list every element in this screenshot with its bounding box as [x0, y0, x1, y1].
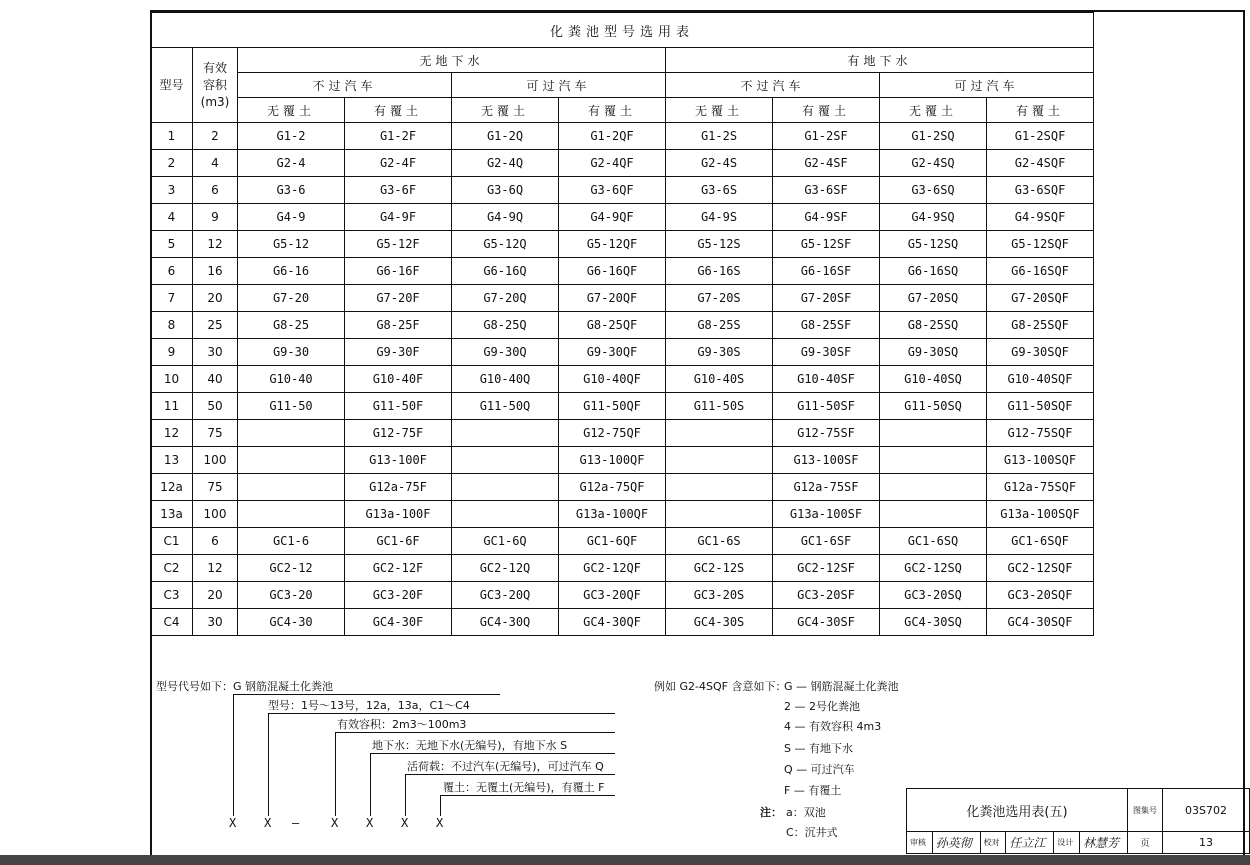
cell-model-code: G8-25SQ — [880, 312, 987, 339]
cell-model-code: G7-20F — [345, 285, 452, 312]
cell-model-code: G9-30 — [238, 339, 345, 366]
legend-soil: 覆土：无覆土(无编号)，有覆土 F — [443, 781, 605, 794]
legend-line — [233, 694, 500, 695]
x-mark: X — [401, 816, 409, 830]
cell-model-code: G9-30S — [666, 339, 773, 366]
cell-volume: 20 — [193, 285, 238, 312]
cell-model-code: G6-16 — [238, 258, 345, 285]
cell-model-code: GC1-6QF — [559, 528, 666, 555]
cell-model-code: G9-30SQF — [987, 339, 1094, 366]
cell-model-code: G5-12Q — [452, 231, 559, 258]
cell-volume: 40 — [193, 366, 238, 393]
cell-volume: 75 — [193, 474, 238, 501]
cell-model-code: G8-25SQF — [987, 312, 1094, 339]
note-item: C：沉井式 — [786, 826, 838, 839]
table-row — [151, 555, 1094, 582]
legend-line — [440, 795, 441, 816]
no-vehicle-header: 不过汽车 — [666, 73, 880, 98]
soil-header: 有覆土 — [559, 98, 666, 123]
cell-model-code: G8-25S — [666, 312, 773, 339]
cell-volume: 20 — [193, 582, 238, 609]
cell-model-code: G2-4Q — [452, 150, 559, 177]
cell-model-code: G12-75SF — [773, 420, 880, 447]
cell-model-code: G12-75QF — [559, 420, 666, 447]
selection-table — [150, 12, 1094, 636]
cell-model-code: G12a-75F — [345, 474, 452, 501]
cell-model-code: G9-30SQ — [880, 339, 987, 366]
cell-model-code: G9-30Q — [452, 339, 559, 366]
legend-groundwater: 地下水：无地下水(无编号)，有地下水 S — [372, 739, 568, 752]
cell-volume: 30 — [193, 609, 238, 636]
soil-header: 有覆土 — [345, 98, 452, 123]
design-signature: 林慧芳 — [1079, 832, 1127, 854]
cell-model-code: G2-4SQ — [880, 150, 987, 177]
review-signature: 孙英彻 — [932, 832, 980, 854]
check-label: 校对 — [980, 832, 1006, 854]
cell-model-code: GC4-30SF — [773, 609, 880, 636]
cell-model-code: G1-2S — [666, 123, 773, 150]
cell-model-code: G13-100SQF — [987, 447, 1094, 474]
page-number: 13 — [1163, 832, 1250, 854]
cell-model-code: GC3-20S — [666, 582, 773, 609]
cell-model-code: G10-40SQF — [987, 366, 1094, 393]
atlas-label: 图集号 — [1128, 789, 1163, 832]
cell-model-code: G4-9QF — [559, 204, 666, 231]
table-title: 化粪池型号选用表 — [151, 13, 1094, 48]
cell-model-code: G10-40SF — [773, 366, 880, 393]
cell-model-code: G13a-100QF — [559, 501, 666, 528]
cell-model-code — [452, 420, 559, 447]
cell-model-code: GC2-12Q — [452, 555, 559, 582]
cell-model-code — [452, 501, 559, 528]
cell-model-code: G13a-100SQF — [987, 501, 1094, 528]
cell-model-code: GC4-30SQF — [987, 609, 1094, 636]
x-dash: — — [292, 816, 300, 830]
drawing-title: 化粪池选用表(五) — [907, 789, 1128, 832]
x-mark: X — [331, 816, 339, 830]
cell-volume: 100 — [193, 447, 238, 474]
cell-model-code: GC3-20Q — [452, 582, 559, 609]
cell-model-code: G12-75F — [345, 420, 452, 447]
table-row — [151, 474, 1094, 501]
soil-header: 有覆土 — [987, 98, 1094, 123]
cell-volume: 100 — [193, 501, 238, 528]
col-volume-header — [193, 48, 238, 123]
cell-model-code: GC3-20F — [345, 582, 452, 609]
no-soil-header: 无覆土 — [666, 98, 773, 123]
cell-model-code: G12-75SQF — [987, 420, 1094, 447]
cell-model-code: G3-6SQ — [880, 177, 987, 204]
cell-type: 12a — [151, 474, 193, 501]
cell-model-code: G6-16QF — [559, 258, 666, 285]
legend-line — [370, 753, 615, 754]
cell-type: C2 — [151, 555, 193, 582]
x-mark: X — [229, 816, 237, 830]
cell-model-code: G1-2Q — [452, 123, 559, 150]
cell-volume: 16 — [193, 258, 238, 285]
cell-model-code: GC2-12SQ — [880, 555, 987, 582]
cell-model-code: G10-40QF — [559, 366, 666, 393]
cell-model-code: G5-12S — [666, 231, 773, 258]
example-item: 4 — 有效容积 4m3 — [784, 720, 882, 733]
table-row — [151, 204, 1094, 231]
cell-type: 7 — [151, 285, 193, 312]
cell-model-code: G10-40Q — [452, 366, 559, 393]
cell-volume: 12 — [193, 231, 238, 258]
cell-model-code: GC1-6SF — [773, 528, 880, 555]
cell-model-code: G12a-75SQF — [987, 474, 1094, 501]
cell-model-code: GC4-30Q — [452, 609, 559, 636]
review-label: 审核 — [907, 832, 933, 854]
cell-model-code — [666, 420, 773, 447]
cell-model-code: G11-50SQF — [987, 393, 1094, 420]
cell-model-code: G11-50SQ — [880, 393, 987, 420]
table-row — [151, 177, 1094, 204]
no-soil-header: 无覆土 — [238, 98, 345, 123]
legend-intro: 型号代号如下：G 钢筋混凝土化粪池 — [156, 680, 334, 693]
cell-model-code: GC3-20QF — [559, 582, 666, 609]
cell-model-code: G2-4SF — [773, 150, 880, 177]
cell-model-code: G9-30F — [345, 339, 452, 366]
example-intro: 例如 G2-4SQF 含意如下： — [654, 680, 787, 693]
cell-model-code: GC2-12S — [666, 555, 773, 582]
cell-model-code: GC3-20SQF — [987, 582, 1094, 609]
cell-model-code: G9-30QF — [559, 339, 666, 366]
cell-model-code: G5-12SF — [773, 231, 880, 258]
cell-volume: 6 — [193, 177, 238, 204]
cell-model-code: G5-12SQF — [987, 231, 1094, 258]
cell-model-code: G9-30SF — [773, 339, 880, 366]
cell-model-code: G10-40F — [345, 366, 452, 393]
cell-model-code: G13-100QF — [559, 447, 666, 474]
cell-model-code — [666, 501, 773, 528]
cell-model-code: GC2-12SQF — [987, 555, 1094, 582]
cell-model-code — [238, 474, 345, 501]
cell-model-code: G7-20SQF — [987, 285, 1094, 312]
atlas-number: 03S702 — [1163, 789, 1250, 832]
cell-model-code: G12a-75SF — [773, 474, 880, 501]
cell-type: 4 — [151, 204, 193, 231]
example-item: S — 有地下水 — [784, 742, 853, 755]
cell-model-code: GC2-12F — [345, 555, 452, 582]
cell-model-code: G3-6 — [238, 177, 345, 204]
cell-model-code — [880, 474, 987, 501]
vehicle-header: 可过汽车 — [880, 73, 1094, 98]
page-label: 页 — [1128, 832, 1163, 854]
cell-model-code: G3-6SQF — [987, 177, 1094, 204]
table-row — [151, 609, 1094, 636]
no-soil-header: 无覆土 — [880, 98, 987, 123]
cell-model-code: G13-100SF — [773, 447, 880, 474]
cell-model-code: G10-40SQ — [880, 366, 987, 393]
cell-model-code: G8-25Q — [452, 312, 559, 339]
cell-model-code: G2-4SQF — [987, 150, 1094, 177]
cell-type: 2 — [151, 150, 193, 177]
cell-model-code: GC2-12 — [238, 555, 345, 582]
x-mark: X — [436, 816, 444, 830]
cell-type: C3 — [151, 582, 193, 609]
cell-type: C1 — [151, 528, 193, 555]
legend-line — [370, 753, 371, 816]
example-item: Q — 可过汽车 — [784, 763, 855, 776]
cell-type: 5 — [151, 231, 193, 258]
cell-model-code — [238, 420, 345, 447]
cell-model-code: G2-4 — [238, 150, 345, 177]
cell-model-code: G12a-75QF — [559, 474, 666, 501]
cell-model-code: G4-9SF — [773, 204, 880, 231]
cell-model-code: GC3-20 — [238, 582, 345, 609]
legend-line — [335, 732, 336, 816]
cell-model-code: G5-12SQ — [880, 231, 987, 258]
cell-model-code: G7-20S — [666, 285, 773, 312]
cell-model-code: G10-40 — [238, 366, 345, 393]
cell-volume: 2 — [193, 123, 238, 150]
legend-line — [440, 795, 615, 796]
cell-model-code: G10-40S — [666, 366, 773, 393]
note-item: a：双池 — [786, 806, 826, 819]
cell-model-code: G1-2QF — [559, 123, 666, 150]
cell-model-code: G4-9 — [238, 204, 345, 231]
cell-model-code: G7-20 — [238, 285, 345, 312]
table-row — [151, 123, 1094, 150]
cell-model-code: GC2-12QF — [559, 555, 666, 582]
cell-model-code: G11-50Q — [452, 393, 559, 420]
cell-model-code: G5-12 — [238, 231, 345, 258]
cell-model-code: GC4-30QF — [559, 609, 666, 636]
table-row — [151, 231, 1094, 258]
legend-line — [405, 774, 406, 816]
cell-model-code: GC1-6Q — [452, 528, 559, 555]
cell-model-code — [880, 501, 987, 528]
example-item: G — 钢筋混凝土化粪池 — [784, 680, 899, 693]
cell-model-code: G3-6SF — [773, 177, 880, 204]
bottom-edge — [0, 855, 1250, 865]
cell-model-code: G6-16S — [666, 258, 773, 285]
cell-model-code: G4-9SQ — [880, 204, 987, 231]
cell-model-code: GC4-30 — [238, 609, 345, 636]
cell-model-code: G3-6QF — [559, 177, 666, 204]
cell-type: 12 — [151, 420, 193, 447]
cell-model-code: G8-25QF — [559, 312, 666, 339]
cell-type: 9 — [151, 339, 193, 366]
cell-model-code: G13-100F — [345, 447, 452, 474]
cell-model-code: GC3-20SF — [773, 582, 880, 609]
cell-model-code: G7-20SF — [773, 285, 880, 312]
col-volume-label: 有效容积 — [203, 60, 228, 92]
cell-model-code: GC1-6 — [238, 528, 345, 555]
cell-type: 1 — [151, 123, 193, 150]
cell-model-code: GC1-6F — [345, 528, 452, 555]
title-block — [906, 788, 1250, 854]
cell-model-code: G3-6S — [666, 177, 773, 204]
cell-volume: 9 — [193, 204, 238, 231]
cell-type: 13a — [151, 501, 193, 528]
table-row — [151, 258, 1094, 285]
cell-model-code — [880, 447, 987, 474]
table-row — [151, 366, 1094, 393]
cell-model-code: GC2-12SF — [773, 555, 880, 582]
cell-model-code: G6-16SF — [773, 258, 880, 285]
cell-model-code: G7-20QF — [559, 285, 666, 312]
drawing-frame-right — [1093, 10, 1245, 857]
cell-model-code: GC1-6S — [666, 528, 773, 555]
check-signature: 任立江 — [1006, 832, 1054, 854]
cell-model-code: G4-9F — [345, 204, 452, 231]
cell-type: 10 — [151, 366, 193, 393]
cell-type: 11 — [151, 393, 193, 420]
cell-model-code: G11-50F — [345, 393, 452, 420]
table-row — [151, 501, 1094, 528]
cell-model-code: GC1-6SQ — [880, 528, 987, 555]
cell-model-code — [238, 501, 345, 528]
cell-model-code: G2-4S — [666, 150, 773, 177]
table-row — [151, 285, 1094, 312]
cell-type: 3 — [151, 177, 193, 204]
groundwater-yes-header: 有地下水 — [666, 48, 1094, 73]
legend-line — [268, 713, 269, 816]
cell-model-code: G5-12F — [345, 231, 452, 258]
cell-model-code: G4-9S — [666, 204, 773, 231]
cell-model-code: G5-12QF — [559, 231, 666, 258]
example-item: F — 有覆土 — [784, 784, 842, 797]
cell-model-code: G3-6F — [345, 177, 452, 204]
cell-type: 8 — [151, 312, 193, 339]
cell-model-code — [452, 474, 559, 501]
cell-model-code: G13a-100F — [345, 501, 452, 528]
cell-model-code: G11-50QF — [559, 393, 666, 420]
groundwater-none-header: 无地下水 — [238, 48, 666, 73]
x-mark: X — [264, 816, 272, 830]
legend-line — [233, 694, 234, 816]
table-row — [151, 447, 1094, 474]
cell-volume: 50 — [193, 393, 238, 420]
cell-model-code: G7-20SQ — [880, 285, 987, 312]
cell-volume: 6 — [193, 528, 238, 555]
cell-model-code: G8-25F — [345, 312, 452, 339]
cell-volume: 25 — [193, 312, 238, 339]
cell-model-code: G2-4QF — [559, 150, 666, 177]
cell-model-code: G13a-100SF — [773, 501, 880, 528]
cell-type: 13 — [151, 447, 193, 474]
cell-model-code: G1-2F — [345, 123, 452, 150]
cell-model-code: G6-16SQF — [987, 258, 1094, 285]
cell-model-code: G8-25 — [238, 312, 345, 339]
cell-volume: 4 — [193, 150, 238, 177]
table-row — [151, 339, 1094, 366]
cell-model-code — [666, 474, 773, 501]
cell-type: C4 — [151, 609, 193, 636]
table-row — [151, 582, 1094, 609]
cell-model-code: G2-4F — [345, 150, 452, 177]
cell-model-code: G8-25SF — [773, 312, 880, 339]
col-volume-unit: (m3) — [200, 94, 230, 109]
table-row — [151, 312, 1094, 339]
note-label: 注： — [760, 806, 782, 819]
legend-volume: 有效容积：2m3～100m3 — [337, 718, 467, 731]
design-label: 设计 — [1054, 832, 1080, 854]
legend-line — [335, 732, 615, 733]
cell-model-code: GC1-6SQF — [987, 528, 1094, 555]
cell-model-code: G6-16SQ — [880, 258, 987, 285]
cell-model-code: G11-50S — [666, 393, 773, 420]
soil-header: 有覆土 — [773, 98, 880, 123]
cell-model-code: G4-9Q — [452, 204, 559, 231]
legend-line — [405, 774, 615, 775]
cell-model-code: G1-2SQF — [987, 123, 1094, 150]
cell-model-code: GC4-30F — [345, 609, 452, 636]
cell-model-code: GC4-30S — [666, 609, 773, 636]
x-mark: X — [366, 816, 374, 830]
legend-line — [268, 713, 615, 714]
cell-model-code: G6-16F — [345, 258, 452, 285]
no-soil-header: 无覆土 — [452, 98, 559, 123]
cell-model-code: G11-50 — [238, 393, 345, 420]
vehicle-header: 可过汽车 — [452, 73, 666, 98]
legend-model: 型号：1号～13号，12a，13a，C1～C4 — [268, 699, 470, 712]
cell-model-code — [238, 447, 345, 474]
no-vehicle-header: 不过汽车 — [238, 73, 452, 98]
cell-model-code: G7-20Q — [452, 285, 559, 312]
cell-model-code: G11-50SF — [773, 393, 880, 420]
cell-model-code: G6-16Q — [452, 258, 559, 285]
table-row — [151, 420, 1094, 447]
cell-model-code: G4-9SQF — [987, 204, 1094, 231]
table-row — [151, 393, 1094, 420]
cell-model-code: G1-2 — [238, 123, 345, 150]
cell-model-code: GC3-20SQ — [880, 582, 987, 609]
cell-model-code: GC4-30SQ — [880, 609, 987, 636]
cell-volume: 75 — [193, 420, 238, 447]
cell-model-code — [452, 447, 559, 474]
cell-type: 6 — [151, 258, 193, 285]
cell-volume: 12 — [193, 555, 238, 582]
example-item: 2 — 2号化粪池 — [784, 700, 860, 713]
col-type-header: 型号 — [151, 48, 193, 123]
cell-model-code: G3-6Q — [452, 177, 559, 204]
cell-model-code: G1-2SF — [773, 123, 880, 150]
table-row — [151, 528, 1094, 555]
cell-model-code — [666, 447, 773, 474]
legend-load: 活荷载：不过汽车(无编号)，可过汽车 Q — [407, 760, 604, 773]
cell-volume: 30 — [193, 339, 238, 366]
table-row — [151, 150, 1094, 177]
cell-model-code — [880, 420, 987, 447]
cell-model-code: G1-2SQ — [880, 123, 987, 150]
